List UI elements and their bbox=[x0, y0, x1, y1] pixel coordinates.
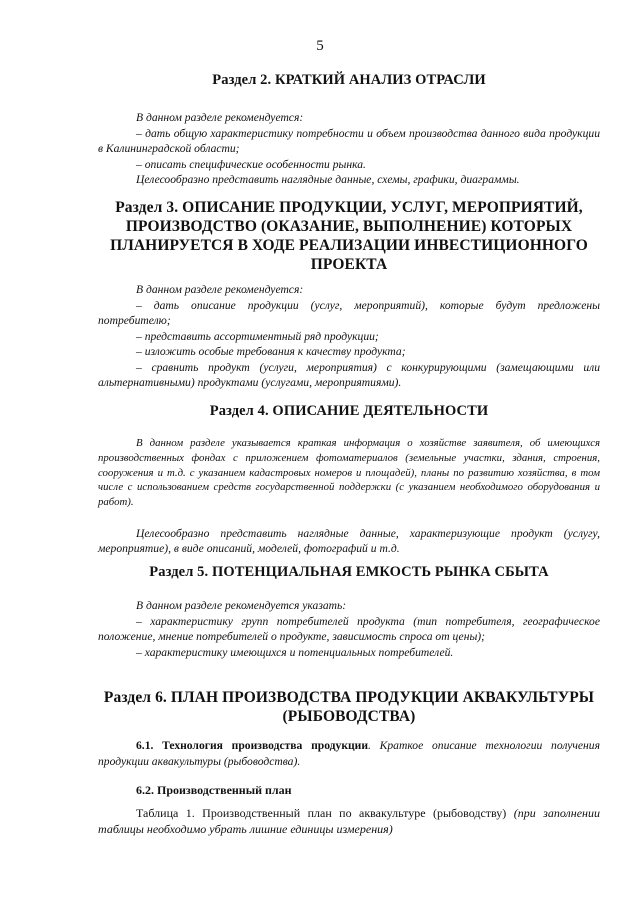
section-3-item: – представить ассортиментный ряд продукции; bbox=[136, 329, 379, 343]
section-6-body bbox=[98, 738, 600, 837]
section-3-item: – изложить особые требования к качеству продукта; bbox=[136, 345, 406, 358]
table-1-caption-note: (при заполнении таблицы необходимо убрать лишние единицы измерения) bbox=[98, 806, 601, 836]
page-number: 5 bbox=[316, 38, 324, 54]
section-2-item: – описать специфические особенности рынка. bbox=[136, 157, 366, 171]
section-4-body bbox=[98, 436, 600, 557]
section-2-item: – дать общую характеристику потребности и объем производства данного вида продукции в Калининградской области; bbox=[98, 126, 600, 155]
section-2 bbox=[98, 72, 600, 89]
section-4-para: Целесообразно представить наглядные данные, характеризующие продукт (услугу, мероприятие), в виде описаний, моделей, фотографий и т.д. bbox=[98, 526, 600, 556]
section-5-intro: В данном разделе рекомендуется указать: bbox=[136, 599, 347, 612]
section-5-title: Раздел 5. ПОТЕНЦИАЛЬНАЯ ЕМКОСТЬ РЫНКА СБЫТА bbox=[149, 564, 549, 580]
section-2-intro: В данном разделе рекомендуется: bbox=[136, 111, 304, 124]
section-3-item: – дать описание продукции (услуг, мероприятий), которые будут предложены потребителю; bbox=[98, 298, 600, 327]
section-2-title: Раздел 2. КРАТКИЙ АНАЛИЗ ОТРАСЛИ bbox=[212, 72, 486, 88]
subsection-6-1-label: 6.1. Технология производства продукции bbox=[136, 739, 369, 752]
section-3 bbox=[98, 198, 600, 274]
section-3-intro: В данном разделе рекомендуется: bbox=[136, 283, 304, 296]
section-6-title: Раздел 6. ПЛАН ПРОИЗВОДСТВА ПРОДУКЦИИ АКВАКУЛЬТУРЫ (РЫБОВОДСТВА) bbox=[103, 689, 595, 725]
subsection-6-1-text: . Краткое описание технологии получения продукции аквакультуры (рыбоводства). bbox=[98, 739, 600, 768]
section-3-item: – сравнить продукт (услуги, мероприятия) с конкурирующими (замещающими или альтернативными) продуктами (услугами, мероприятиями). bbox=[98, 360, 600, 389]
section-6 bbox=[98, 688, 600, 726]
section-4-para: В данном разделе указывается краткая информация о хозяйстве заявителя, об имеющихся производственных фондах с приложением фотоматериалов (земельные участки, здания, строения, сооружения и т.д. с указанием кадастровых номеров и площадей), планы по развитию хозяйства, в том числе с использованием средств государственной поддержки (с указанием необходимого оборудования и работ). bbox=[98, 437, 600, 509]
table-1-caption bbox=[98, 806, 600, 837]
section-3-title: Раздел 3. ОПИСАНИЕ ПРОДУКЦИИ, УСЛУГ, МЕРОПРИЯТИЙ, ПРОИЗВОДСТВО (ОКАЗАНИЕ, ВЫПОЛНЕНИЕ) КОТОРЫХ ПЛАНИРУЕТСЯ В ХОДЕ РЕАЛИЗАЦИИ ИНВЕСТИЦИОННОГО ПРОЕКТА bbox=[110, 199, 588, 273]
section-5-body bbox=[98, 598, 600, 660]
section-3-body bbox=[98, 282, 600, 391]
section-2-body bbox=[98, 110, 600, 188]
subsection-6-1 bbox=[98, 738, 600, 769]
section-2-note: Целесообразно представить наглядные данные, схемы, графики, диаграммы. bbox=[136, 173, 520, 186]
section-4 bbox=[98, 403, 600, 420]
table-1-caption-text: Таблица 1. Производственный план по аквакультуре (рыбоводству) bbox=[136, 806, 514, 820]
section-5-item: – характеристику групп потребителей продукта (тип потребителя, географическое положение, мнение потребителей о продукте, зависимость спроса от цены); bbox=[98, 614, 600, 643]
subsection-6-2-label: 6.2. Производственный план bbox=[136, 783, 292, 797]
section-5 bbox=[98, 564, 600, 581]
section-4-title: Раздел 4. ОПИСАНИЕ ДЕЯТЕЛЬНОСТИ bbox=[209, 403, 489, 419]
section-5-item: – характеристику имеющихся и потенциальных потребителей. bbox=[136, 645, 454, 659]
